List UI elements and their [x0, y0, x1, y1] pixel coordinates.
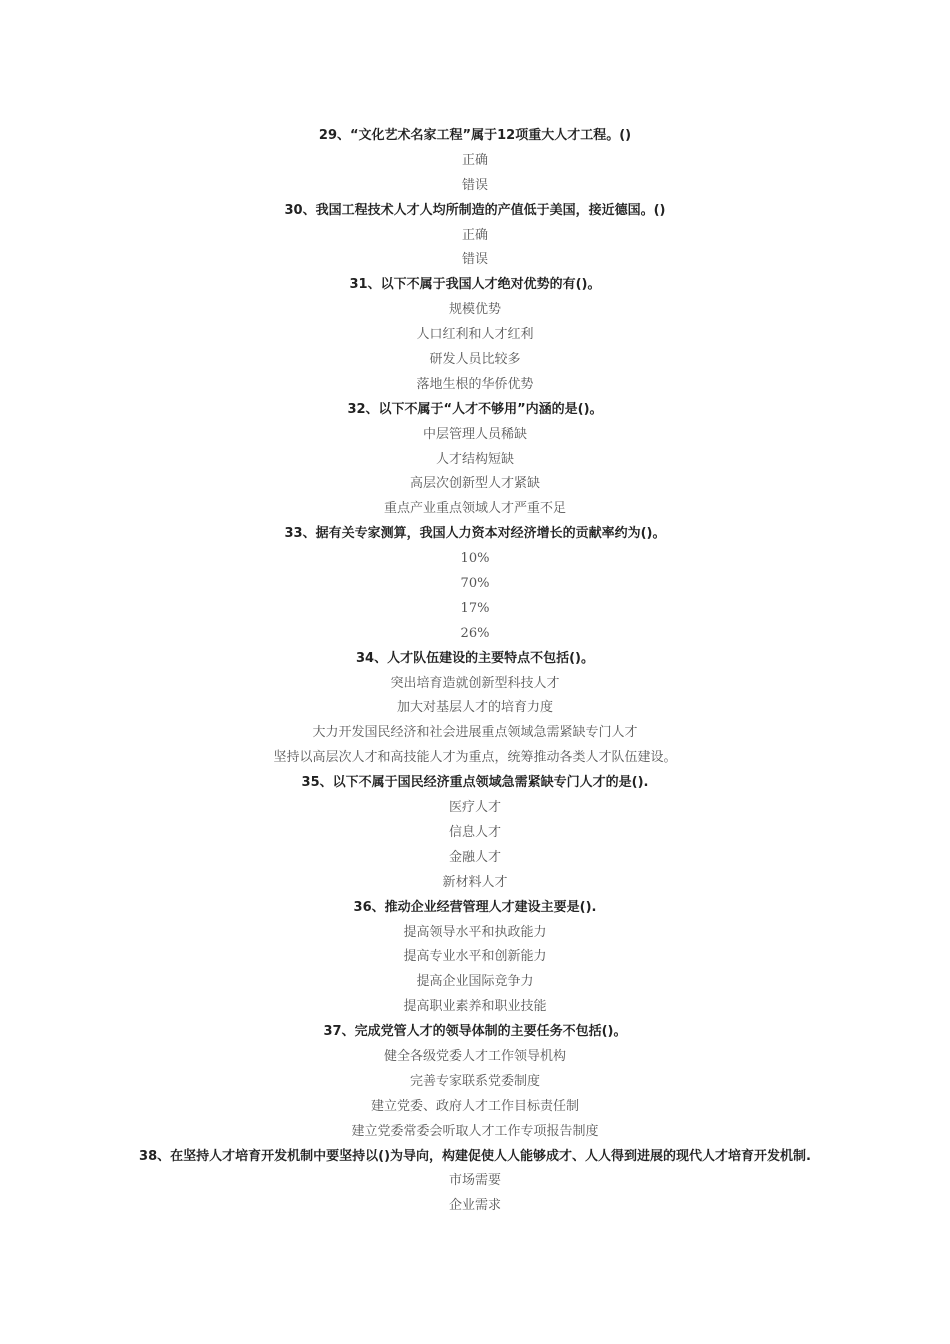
question-text: 29、“文化艺术名家工程”属于12项重大人才工程。()	[318, 128, 632, 143]
answer-option[interactable]: 中层管理人员稀缺	[422, 426, 527, 442]
answer-option[interactable]: 提高专业水平和创新能力	[403, 949, 547, 965]
answer-option[interactable]: 健全各级党委人才工作领导机构	[383, 1048, 566, 1064]
answer-option[interactable]: 企业需求	[448, 1198, 501, 1214]
question-text: 30、我国工程技术人才人均所制造的产值低于美国，接近德国。()	[284, 202, 666, 218]
answer-option[interactable]: 26%	[460, 625, 490, 641]
answer-option[interactable]: 突出培育造就创新型科技人才	[390, 675, 560, 691]
answer-option[interactable]: 落地生根的华侨优势	[416, 376, 534, 392]
answer-option[interactable]: 建立党委常委会听取人才工作专项报告制度	[351, 1123, 599, 1139]
question-text: 38、在坚持人才培育开发机制中要坚持以()为导向，构建促使人人能够成才、人人得到进展的现代人才培育开发机制.	[139, 1148, 811, 1164]
answer-option[interactable]: 金融人才	[448, 849, 501, 865]
answer-option[interactable]: 正确	[461, 152, 488, 168]
answer-option[interactable]: 信息人才	[448, 824, 501, 840]
answer-option[interactable]: 高层次创新型人才紧缺	[409, 476, 540, 492]
question-text: 32、以下不属于“人才不够用”内涵的是()。	[347, 401, 603, 417]
answer-option[interactable]: 70%	[460, 576, 490, 592]
answer-option[interactable]: 人口红利和人才红利	[416, 327, 534, 343]
answer-option[interactable]: 提高领导水平和执政能力	[403, 924, 547, 940]
answer-option[interactable]: 建立党委、政府人才工作目标责任制	[370, 1098, 579, 1114]
answer-option[interactable]: 医疗人才	[448, 800, 501, 816]
answer-option[interactable]: 市场需要	[448, 1173, 501, 1189]
answer-option[interactable]: 17%	[460, 600, 490, 616]
answer-option[interactable]: 错误	[461, 252, 488, 268]
answer-option[interactable]: 提高企业国际竞争力	[416, 974, 534, 990]
answer-option[interactable]: 大力开发国民经济和社会进展重点领域急需紧缺专门人才	[312, 725, 638, 741]
question-text: 31、以下不属于我国人才绝对优势的有()。	[349, 277, 601, 293]
answer-option[interactable]: 研发人员比较多	[429, 352, 521, 368]
answer-option[interactable]: 人才结构短缺	[435, 451, 514, 467]
answer-option[interactable]: 规模优势	[448, 302, 501, 318]
answer-option[interactable]: 正确	[461, 227, 488, 243]
answer-option[interactable]: 10%	[460, 551, 490, 567]
answer-option[interactable]: 坚持以高层次人才和高技能人才为重点，统筹推动各类人才队伍建设。	[273, 750, 677, 766]
document-page	[0, 124, 950, 1219]
question-text: 37、完成党管人才的领导体制的主要任务不包括()。	[323, 1024, 627, 1040]
answer-option[interactable]: 错误	[461, 177, 488, 193]
answer-option[interactable]: 新材料人才	[442, 874, 508, 890]
answer-option[interactable]: 重点产业重点领域人才严重不足	[383, 501, 566, 517]
answer-option[interactable]: 完善专家联系党委制度	[409, 1073, 540, 1089]
question-text: 34、人才队伍建设的主要特点不包括()。	[356, 650, 594, 666]
question-text: 35、以下不属于国民经济重点领域急需紧缺专门人才的是().	[301, 775, 649, 791]
question-text: 33、据有关专家测算，我国人力资本对经济增长的贡献率约为()。	[284, 526, 666, 542]
question-text: 36、推动企业经营管理人才建设主要是().	[353, 899, 597, 915]
answer-option[interactable]: 加大对基层人才的培育力度	[396, 700, 553, 716]
answer-option[interactable]: 提高职业素养和职业技能	[403, 999, 547, 1015]
